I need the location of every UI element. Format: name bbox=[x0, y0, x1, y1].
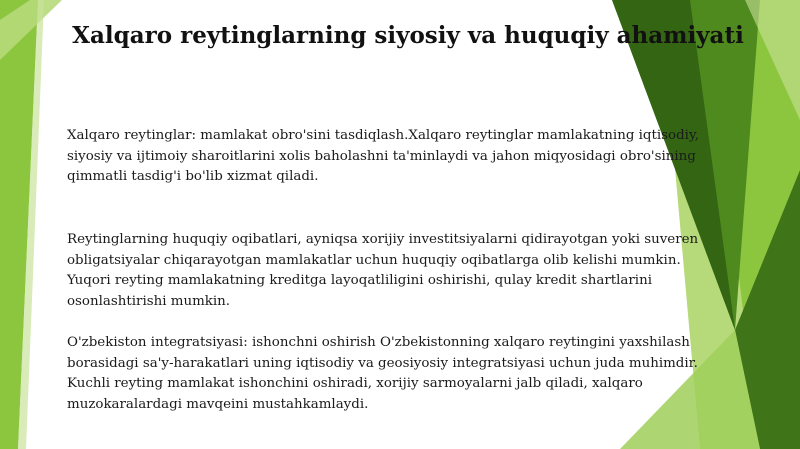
paragraph-line: Reytinglarning huquqiy oqibatlari, ayniqsa xorijiy investitsiyalarni qidirayotgan yoki suveren bbox=[67, 232, 699, 247]
paragraph-line: Kuchli reyting mamlakat ishonchini oshiradi, xorijiy sarmoyalarni jalb qiladi, xalqaro bbox=[67, 376, 643, 391]
paragraph-international-ratings bbox=[67, 126, 747, 188]
paragraph-uzbekistan-integration bbox=[67, 333, 747, 415]
paragraph-line: qimmatli tasdig'i bo'lib xizmat qiladi. bbox=[67, 169, 319, 184]
paragraph-legal-consequences bbox=[67, 230, 747, 312]
paragraph-line: siyosiy va ijtimoiy sharoitlarini xolis baholashni ta'minlaydi va jahon miqyosidagi obro'sining bbox=[67, 148, 696, 164]
paragraph-line: muzokaralardagi mavqeini mustahkamlaydi. bbox=[67, 396, 369, 412]
paragraph-line: O'zbekiston integratsiyasi: ishonchni oshirish O'zbekistonning xalqaro reytingini yaxshilash bbox=[67, 335, 690, 350]
paragraph-line: borasidagi sa'y-harakatlari uning iqtisodiy va geosiyosiy integratsiyasi uchun juda muhimdir. bbox=[67, 355, 698, 371]
slide-title: Xalqaro reytinglarning siyosiy va huquqiy ahamiyati bbox=[72, 22, 744, 49]
paragraph-line: obligatsiyalar chiqarayotgan mamlakatlar uchun huquqiy oqibatlarga olib kelishi mumkin. bbox=[67, 252, 681, 268]
paragraph-line: osonlashtirishi mumkin. bbox=[67, 293, 231, 309]
paragraph-line: Xalqaro reytinglar: mamlakat obro'sini tasdiqlash.Xalqaro reytinglar mamlakatning iqtisodiy, bbox=[67, 128, 699, 143]
paragraph-line: Yuqori reyting mamlakatning kreditga layoqatliligini oshirishi, qulay kredit shartlarini bbox=[67, 273, 652, 288]
